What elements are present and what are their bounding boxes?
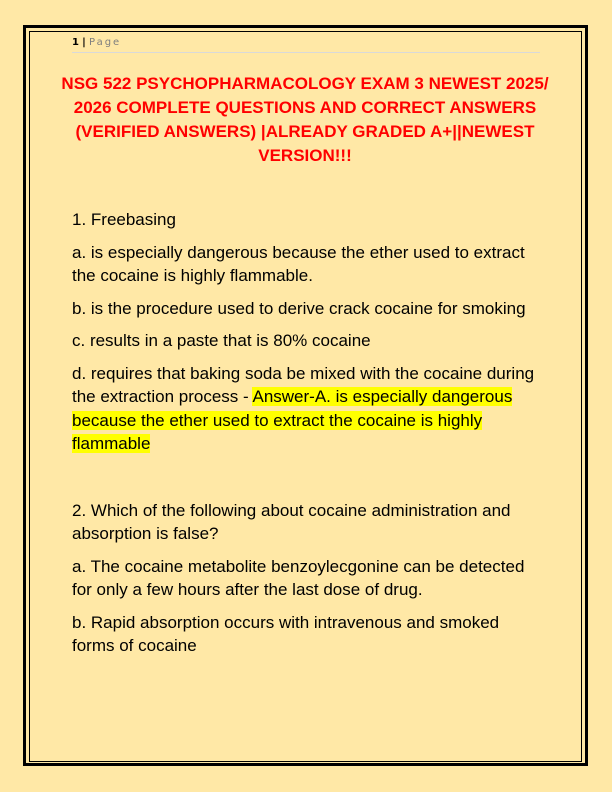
question-text: 2. Which of the following about cocaine administration and absorption is false? — [72, 500, 511, 543]
document-title: NSG 522 PSYCHOPHARMACOLOGY EXAM 3 NEWEST 2025/ 2026 COMPLETE QUESTIONS AND CORRECT ANSWERS (VERIFIED ANSWERS) |ALREADY GRADED A+||NEWEST VERSION!!! — [61, 74, 549, 165]
option-c: c. results in a paste that is 80% cocaine — [72, 331, 371, 350]
page-header — [72, 36, 540, 53]
page-word: Page — [89, 37, 122, 48]
option-a: a. The cocaine metabolite benzoylecgonine can be detected for only a few hours after the last dose of drug. — [72, 556, 525, 599]
option-b: b. is the procedure used to derive crack cocaine for smoking — [72, 298, 526, 318]
option-d-with-answer — [72, 362, 542, 456]
page-separator: | — [82, 37, 86, 48]
question-1 — [72, 208, 542, 456]
answer-highlight: Answer-A. is especially dangerous because the ether used to extract the cocaine is highly flammable — [72, 387, 513, 453]
document-content — [72, 208, 542, 667]
question-2 — [72, 499, 542, 658]
page-number: 1 — [72, 37, 79, 48]
option-b: b. Rapid absorption occurs with intravenous and smoked forms of cocaine — [72, 612, 500, 655]
question-text: 1. Freebasing — [72, 210, 176, 229]
option-a: a. is especially dangerous because the ether used to extract the cocaine is highly flammable. — [72, 242, 525, 285]
option-d: d. requires that baking soda be mixed with the cocaine during the extraction process - — [72, 363, 535, 406]
